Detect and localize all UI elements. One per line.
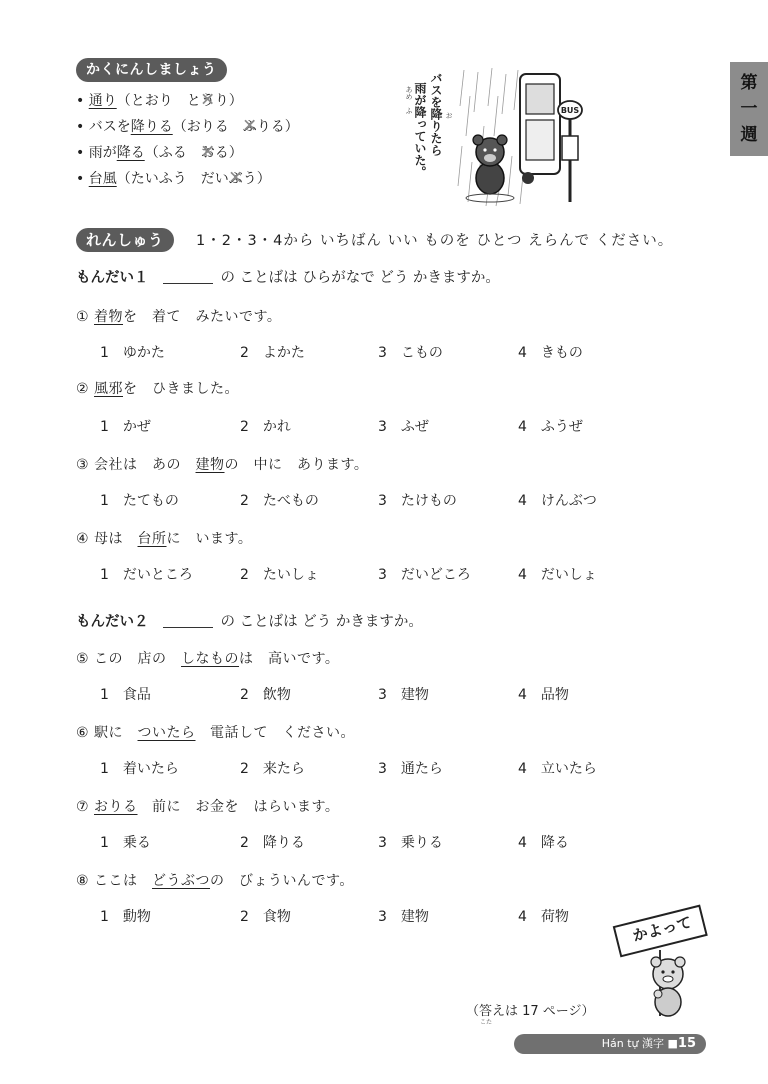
check-row bbox=[76, 88, 299, 114]
option-1[interactable]: 1 たてもの bbox=[100, 493, 179, 509]
wrong-reading: だい bbox=[200, 171, 229, 187]
wrong-reading: り bbox=[214, 93, 229, 109]
question-target: おりる bbox=[94, 799, 138, 815]
mondai1-heading bbox=[76, 266, 500, 287]
mondai2-prompt: の ことばは どう かきますか。 bbox=[220, 614, 423, 630]
question-number: ⑤ bbox=[76, 651, 90, 667]
option-1[interactable]: 1 ゆかた bbox=[100, 345, 165, 361]
option-3[interactable]: 3 ふぜ bbox=[378, 419, 429, 435]
option-1[interactable]: 1 だいところ bbox=[100, 567, 193, 583]
question-target: 着物 bbox=[94, 309, 124, 325]
check-word: 通り bbox=[88, 93, 117, 109]
options-6 bbox=[100, 758, 620, 778]
option-4[interactable]: 4 荷物 bbox=[518, 909, 569, 925]
option-1[interactable]: 1 乗る bbox=[100, 835, 151, 851]
week-tab-char: 一 bbox=[740, 99, 758, 119]
correct-reading: おりる bbox=[186, 119, 229, 135]
question-number: ④ bbox=[76, 531, 90, 547]
options-1 bbox=[100, 342, 620, 362]
question-text: に います。 bbox=[166, 531, 253, 547]
option-1[interactable]: 1 着いたら bbox=[100, 761, 179, 777]
illustration-caption bbox=[404, 72, 452, 202]
paren: ） bbox=[228, 93, 243, 109]
bullet: • bbox=[76, 171, 85, 187]
question-number: ③ bbox=[76, 457, 90, 473]
option-3[interactable]: 3 建物 bbox=[378, 687, 429, 703]
question-6 bbox=[76, 722, 355, 742]
caption-line: バスを降りたら bbox=[429, 72, 443, 156]
paren: （ bbox=[172, 119, 187, 135]
option-3[interactable]: 3 乗りる bbox=[378, 835, 443, 851]
bus-sign-text: BUS bbox=[560, 106, 580, 115]
answer-note: （答えは 17 ページ） bbox=[466, 1004, 595, 1019]
option-3[interactable]: 3 通たら bbox=[378, 761, 443, 777]
correct-reading: ふる bbox=[158, 145, 187, 161]
wrong-reading: と bbox=[186, 93, 201, 109]
crossed-kana: お ✕ bbox=[201, 140, 215, 166]
question-7 bbox=[76, 796, 339, 816]
question-number: ① bbox=[76, 309, 90, 325]
blank-line bbox=[163, 627, 213, 628]
question-2 bbox=[76, 378, 239, 398]
paren: （ bbox=[144, 145, 159, 161]
option-3[interactable]: 3 たけもの bbox=[378, 493, 457, 509]
question-text: の 中に あります。 bbox=[224, 457, 369, 473]
paren: ） bbox=[284, 119, 299, 135]
week-tab-char: 第 bbox=[740, 73, 758, 93]
option-2[interactable]: 2 たべもの bbox=[240, 493, 319, 509]
question-text: 母は bbox=[94, 531, 138, 547]
question-3 bbox=[76, 454, 368, 474]
caption-line: 雨が降っていた。 bbox=[413, 82, 427, 178]
options-3 bbox=[100, 490, 620, 510]
crossed-kana: ぶ ✕ bbox=[229, 166, 243, 192]
question-target: しなもの bbox=[181, 651, 240, 667]
option-3[interactable]: 3 こもの bbox=[378, 345, 443, 361]
check-list bbox=[76, 88, 299, 192]
bus-stop-illustration bbox=[456, 66, 588, 208]
option-4[interactable]: 4 立いたら bbox=[518, 761, 597, 777]
wrong-reading: る bbox=[214, 145, 229, 161]
options-7 bbox=[100, 832, 620, 852]
option-1[interactable]: 1 かぜ bbox=[100, 419, 151, 435]
practice-instruction: 1・2・3・4から いちばん いい ものを ひとつ えらんで ください。 bbox=[196, 233, 674, 249]
footer-label: Hán tự 漢字 ■ bbox=[601, 1037, 678, 1050]
option-1[interactable]: 1 食品 bbox=[100, 687, 151, 703]
page-number: 15 bbox=[677, 1036, 696, 1051]
paren: ） bbox=[228, 145, 243, 161]
wrong-reading: りる bbox=[256, 119, 285, 135]
correct-reading: とおり bbox=[130, 93, 173, 109]
question-number: ⑦ bbox=[76, 799, 90, 815]
option-4[interactable]: 4 降る bbox=[518, 835, 569, 851]
option-4[interactable]: 4 ふうぜ bbox=[518, 419, 583, 435]
check-word: 台風 bbox=[88, 171, 117, 187]
wrong-reading: う bbox=[242, 171, 257, 187]
option-4[interactable]: 4 けんぶつ bbox=[518, 493, 597, 509]
paren: ） bbox=[256, 171, 271, 187]
mondai1-prompt: の ことばは ひらがなで どう かきますか。 bbox=[220, 270, 500, 286]
question-text: この 店の bbox=[94, 651, 182, 667]
mascot-sign-text: かよって bbox=[630, 912, 694, 945]
question-text: ここは bbox=[94, 873, 153, 889]
bullet: • bbox=[76, 145, 85, 161]
caption-ruby: あめ ふ bbox=[405, 86, 413, 114]
option-2[interactable]: 2 かれ bbox=[240, 419, 291, 435]
week-tab bbox=[730, 62, 768, 156]
question-8 bbox=[76, 870, 354, 890]
question-text: は 高いです。 bbox=[239, 651, 340, 667]
answer-ruby: こた bbox=[480, 1019, 493, 1026]
question-5 bbox=[76, 648, 339, 668]
option-4[interactable]: 4 だいしょ bbox=[518, 567, 597, 583]
option-2[interactable]: 2 来たら bbox=[240, 761, 305, 777]
option-3[interactable]: 3 建物 bbox=[378, 909, 429, 925]
check-row bbox=[76, 114, 299, 140]
caption-ruby: お bbox=[445, 112, 453, 119]
paren: （ bbox=[116, 171, 131, 187]
question-text: を 着て みたいです。 bbox=[123, 309, 282, 325]
crossed-kana: う ✕ bbox=[201, 88, 215, 114]
question-target: 風邪 bbox=[94, 381, 124, 397]
question-1 bbox=[76, 306, 281, 326]
check-row bbox=[76, 140, 299, 166]
question-number: ⑥ bbox=[76, 725, 90, 741]
rain-bus-bear-drawing bbox=[456, 66, 588, 208]
crossed-kana: ふ ✕ bbox=[243, 114, 257, 140]
practice-label: れんしゅう bbox=[76, 228, 174, 252]
option-2[interactable]: 2 降りる bbox=[240, 835, 305, 851]
mondai1-title: もんだい１ bbox=[76, 270, 149, 286]
blank-line bbox=[163, 283, 213, 284]
mascot bbox=[608, 904, 712, 1022]
question-target: 建物 bbox=[195, 457, 225, 473]
footer-bar bbox=[514, 1034, 706, 1054]
check-prefix: バスを bbox=[88, 119, 131, 135]
question-text: 駅に bbox=[94, 725, 138, 741]
options-8 bbox=[100, 906, 620, 926]
option-1[interactable]: 1 動物 bbox=[100, 909, 151, 925]
bullet: • bbox=[76, 119, 85, 135]
option-4[interactable]: 4 品物 bbox=[518, 687, 569, 703]
correct-reading: たいふう bbox=[130, 171, 187, 187]
question-target: 台所 bbox=[137, 531, 167, 547]
question-text: 会社は あの bbox=[94, 457, 196, 473]
option-2[interactable]: 2 食物 bbox=[240, 909, 291, 925]
paren: （ bbox=[116, 93, 131, 109]
options-4 bbox=[100, 564, 620, 584]
check-word: 降りる bbox=[130, 119, 173, 135]
option-2[interactable]: 2 飲物 bbox=[240, 687, 291, 703]
check-label: かくにんしましょう bbox=[76, 58, 227, 82]
options-2 bbox=[100, 416, 620, 436]
check-word: 降る bbox=[116, 145, 145, 161]
option-2[interactable]: 2 よかた bbox=[240, 345, 305, 361]
question-target: どうぶつ bbox=[152, 873, 211, 889]
mondai2-heading bbox=[76, 610, 423, 631]
question-text: の びょういんです。 bbox=[210, 873, 354, 889]
question-text: を ひきました。 bbox=[123, 381, 240, 397]
check-row bbox=[76, 166, 299, 192]
question-number: ② bbox=[76, 381, 90, 397]
question-number: ⑧ bbox=[76, 873, 90, 889]
question-text: 前に お金を はらいます。 bbox=[137, 799, 340, 815]
question-target: ついたら bbox=[137, 725, 196, 741]
question-4 bbox=[76, 528, 252, 548]
mondai2-title: もんだい２ bbox=[76, 614, 149, 630]
option-3[interactable]: 3 だいどころ bbox=[378, 567, 471, 583]
bullet: • bbox=[76, 93, 85, 109]
options-5 bbox=[100, 684, 620, 704]
question-text: 電話して ください。 bbox=[195, 725, 356, 741]
week-tab-char: 週 bbox=[740, 125, 758, 145]
option-2[interactable]: 2 たいしょ bbox=[240, 567, 319, 583]
option-4[interactable]: 4 きもの bbox=[518, 345, 583, 361]
check-prefix: 雨が bbox=[88, 145, 117, 161]
